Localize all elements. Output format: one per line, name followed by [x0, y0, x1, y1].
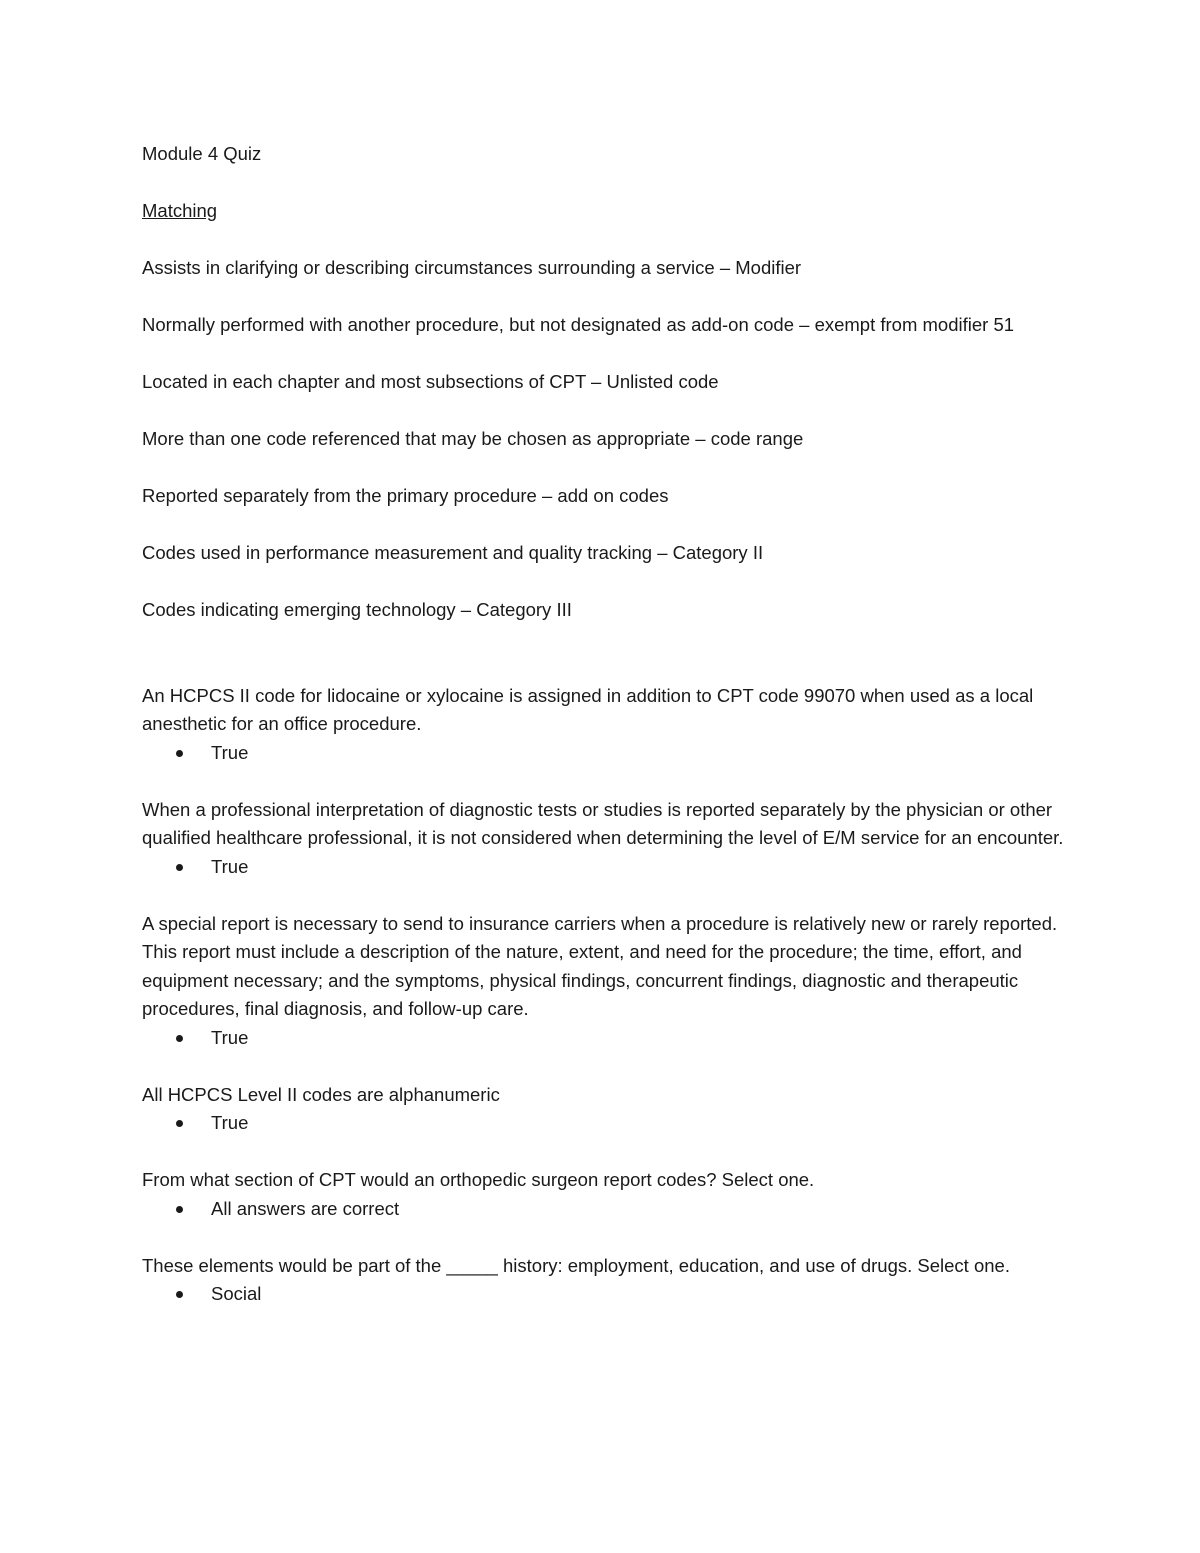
matching-item: Codes indicating emerging technology – Category III — [142, 599, 572, 620]
matching-item: More than one code referenced that may be chosen as appropriate – code range — [142, 428, 804, 449]
document-title: Module 4 Quiz — [142, 143, 262, 164]
question-block — [142, 1252, 1072, 1309]
answer-text: All answers are correct — [211, 1197, 400, 1219]
matching-item: Located in each chapter and most subsections of CPT – Unlisted code — [142, 371, 719, 392]
answer-text: Social — [211, 1283, 262, 1304]
question-block — [142, 682, 1072, 768]
bullet-icon — [176, 1120, 183, 1127]
bullet-icon — [176, 1291, 183, 1298]
question-block — [142, 796, 1072, 882]
matching-item: Codes used in performance measurement and quality tracking – Category II — [142, 542, 764, 563]
question-text: A special report is necessary to send to insurance carriers when a procedure is relatively new or rarely reported. This report must include a description of the nature, extent, and need for the procedure; the time, effort, and equipment necessary; and the symptoms, physical findings, concurrent findings, diagnostic and therapeutic procedures, final diagnosis, and follow-up care. — [142, 912, 1058, 1019]
answer-item — [142, 853, 1072, 882]
question-text: An HCPCS II code for lidocaine or xylocaine is assigned in addition to CPT code 99070 when used as a local anesthetic for an office procedure. — [142, 684, 1034, 734]
matching-heading: Matching — [142, 200, 218, 221]
answer-item — [142, 1195, 1072, 1224]
answer-text: True — [211, 1112, 249, 1133]
answer-list — [142, 739, 1072, 768]
bullet-icon — [176, 864, 183, 871]
question-text: When a professional interpretation of diagnostic tests or studies is reported separately by the physician or other qualified healthcare professional, it is not considered when determining the level of E/M service for an encounter. — [142, 798, 1064, 848]
question-text: All HCPCS Level II codes are alphanumeric — [142, 1083, 500, 1105]
answer-item — [142, 1280, 1072, 1309]
answer-text: True — [211, 855, 249, 877]
question-block — [142, 1166, 1072, 1223]
document-page — [142, 140, 1072, 1337]
matching-item: Assists in clarifying or describing circumstances surrounding a service – Modifier — [142, 257, 802, 278]
answer-list — [142, 1109, 1072, 1138]
answer-item — [142, 1024, 1072, 1053]
answer-text: True — [211, 1026, 249, 1048]
answer-list — [142, 853, 1072, 882]
answer-item — [142, 739, 1072, 768]
question-text: These elements would be part of the _____ history: employment, education, and use of drugs. Select one. — [142, 1254, 1010, 1276]
answer-item — [142, 1109, 1072, 1138]
answer-list — [142, 1280, 1072, 1309]
question-text: From what section of CPT would an orthopedic surgeon report codes? Select one. — [142, 1169, 815, 1190]
answer-list — [142, 1195, 1072, 1224]
bullet-icon — [176, 1035, 183, 1042]
matching-item: Normally performed with another procedure, but not designated as add-on code – exempt from modifier 51 — [142, 314, 1015, 335]
answer-list — [142, 1024, 1072, 1053]
question-block — [142, 1081, 1072, 1138]
bullet-icon — [176, 750, 183, 757]
bullet-icon — [176, 1206, 183, 1213]
answer-text: True — [211, 741, 249, 763]
matching-item: Reported separately from the primary procedure – add on codes — [142, 485, 669, 506]
question-block — [142, 910, 1072, 1053]
